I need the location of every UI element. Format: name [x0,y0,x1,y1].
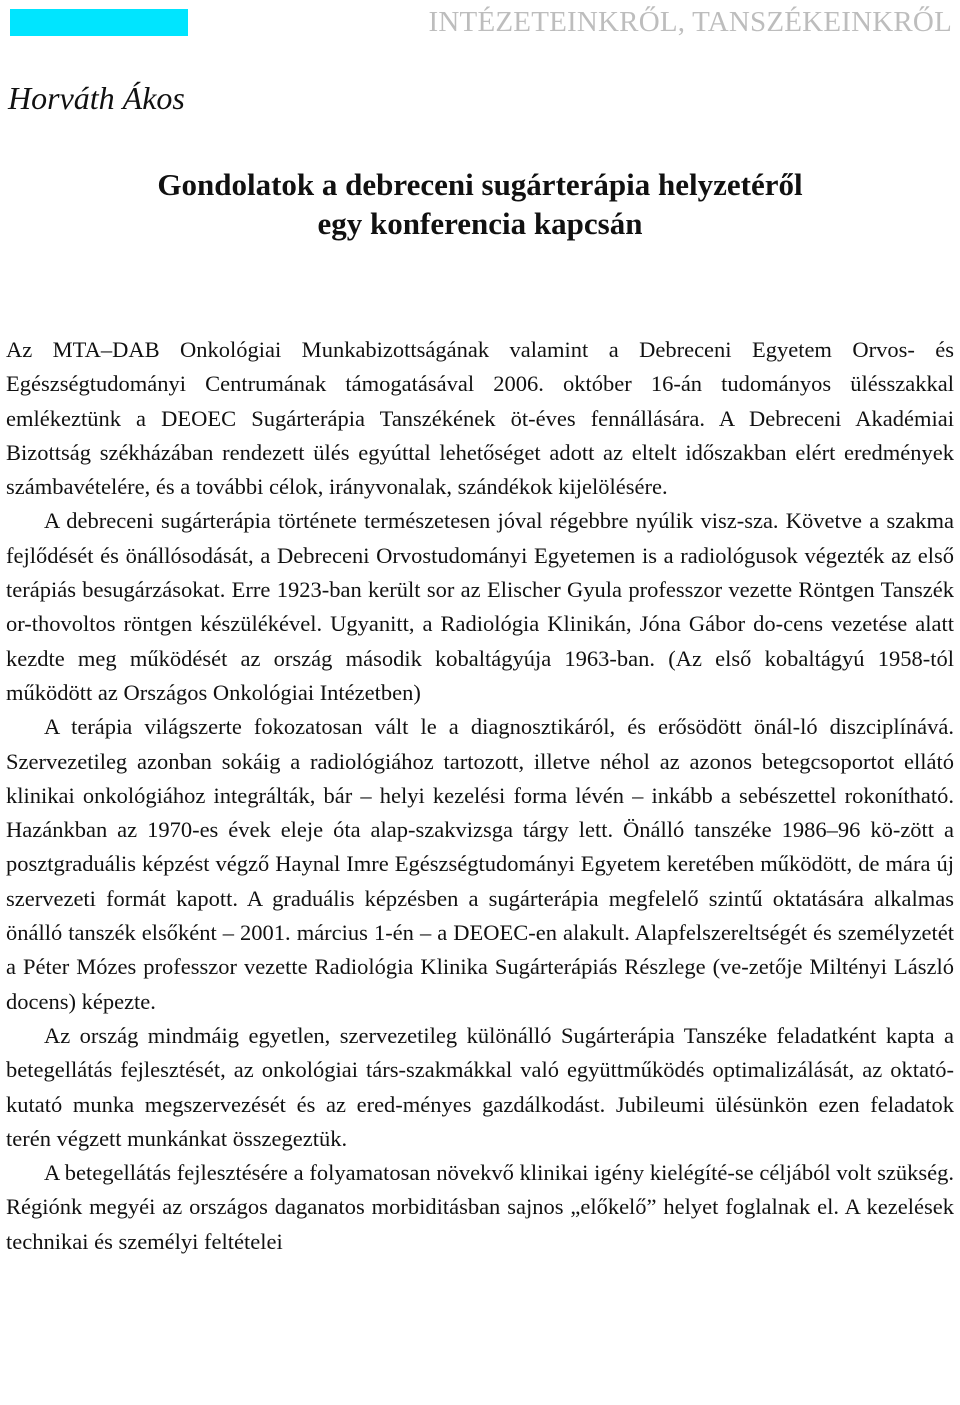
paragraph-3: A terápia világszerte fokozatosan vált le a diagnosztikáról, és erősödött önál-ló diszciplínává. Szervezetileg azonban sokáig a radiológiához tartozott, illetve néhol az azonos betegcsoportot ellátó klinikai onkológiához integrálták, bár – helyi kezelési forma lévén – inkább a sebészettel rokonítható. Hazánkban az 1970-es évek eleje óta alap-szakvizsga tárgy lett. Önálló tanszéke 1986–96 kö-zött a posztgraduális képzést végző Haynal Imre Egészségtudományi Egyetem keretében működött, de mára új szervezeti formát kapott. A graduális képzésben a sugárterápia megfelelő szintű oktatására alkalmas önálló tanszék elsőként – 2001. március 1-én – a DEOEC-en alakult. Alapfelszereltségét és személyzetét a Péter Mózes professzor vezette Radiológia Klinika Sugárterápiás Részlege (ve-zetője Miltényi László docens) képezte. [6,714,954,1014]
paragraph-5: A betegellátás fejlesztésére a folyamatosan növekvő klinikai igény kielégíté-se céljából volt szükség. Régiónk megyéi az országos daganatos morbiditásban sajnos „előkelő” helyet foglalnak el. A kezelések technikai és személyi feltételei [6,1160,954,1254]
article-body [6,333,954,1259]
paragraph-2: A debreceni sugárterápia története természetesen jóval régebbre nyúlik visz-sza. Követve a szakma fejlődését és önállósodását, a Debreceni Orvostudományi Egyetemen is a radiológusok végezték az első terápiás besugárzásokat. Erre 1923-ban került sor az Elischer Gyula professzor vezette Röntgen Tanszék or-thovoltos röntgen készülékével. Ugyanitt, a Radiológia Klinikán, Jóna Gábor do-cens vezetése alatt kezdte meg működését az ország második kobaltágyúja 1963-ban. (Az első kobaltágyú 1958-tól működött az Országos Onkológiai Intézetben) [6,508,954,705]
paragraph-4: Az ország mindmáig egyetlen, szervezetileg különálló Sugárterápia Tanszéke feladatként kapta a betegellátás fejlesztését, az onkológiai társ-szakmákkal való együttműködés optimalizálását, az oktató-kutató munka megszervezését és az ered-ményes gazdálkodást. Jubileumi ülésünkön ezen feladatok terén végzett munkánkat összegeztük. [6,1022,954,1151]
author-name: Horváth Ákos [8,80,185,116]
section-color-bar [10,9,188,36]
section-header: INTÉZETEINKRŐL, TANSZÉKEINKRŐL [428,6,952,38]
paragraph-1: Az MTA–DAB Onkológiai Munkabizottságának valamint a Debreceni Egyetem Orvos- és Egészségtudományi Centrumának támogatásával 2006. október 16-án tudományos ülésszakkal emlékeztünk a DEOEC Sugárterápia Tanszékének öt-éves fennállására. A Debreceni Akadémiai Bizottság székházában rendezett ülés egyúttal lehetőséget adott az eltelt időszakban elért eredmények számbavételére, és a további célok, irányvonalak, szándékok kijelölésére. [6,337,954,500]
article-title-line-2: egy konferencia kapcsán [317,206,643,241]
article-title-line-1: Gondolatok a debreceni sugárterápia helyzetéről [157,167,803,202]
article-title [0,165,960,243]
